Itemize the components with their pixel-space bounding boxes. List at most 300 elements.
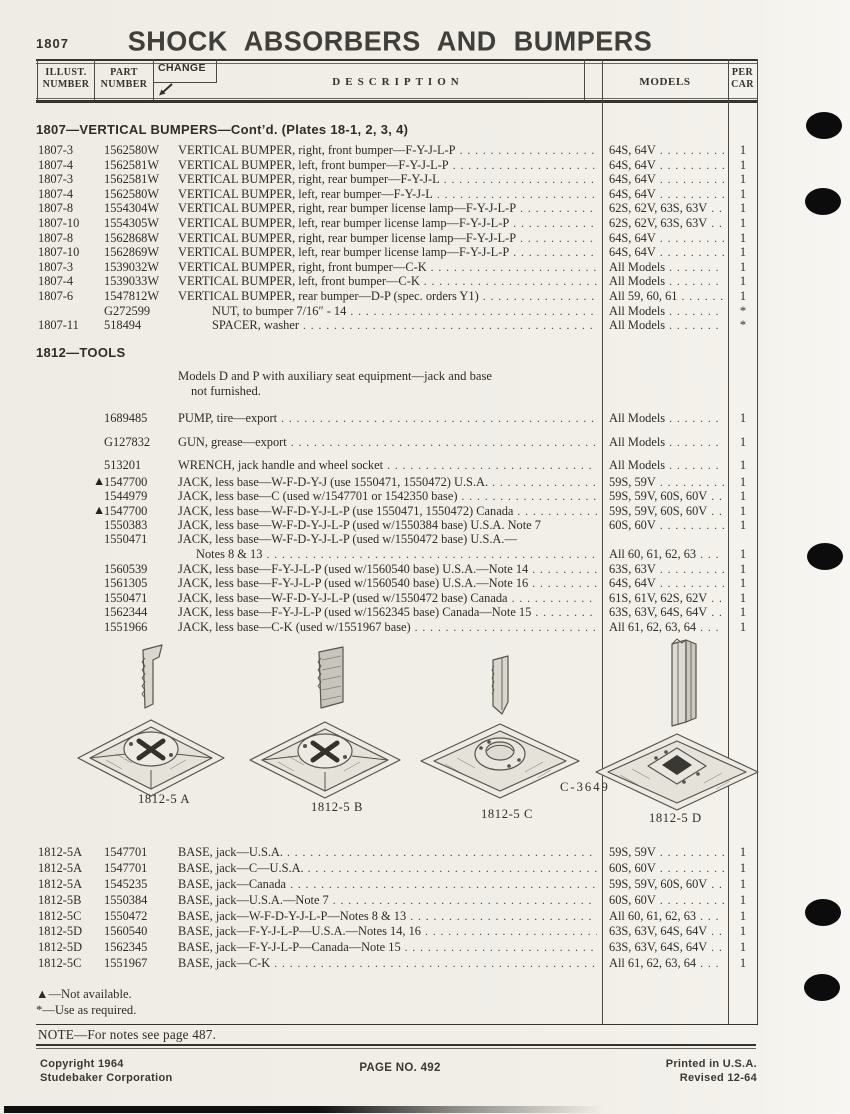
description-cell: VERTICAL BUMPER, right, rear bumper—F-Y-J-L . . .: [178, 172, 602, 187]
footer-page-number: PAGE NO. 492: [359, 1062, 441, 1074]
per-car-cell: 1: [739, 186, 747, 201]
illust-number-cell: 1807-8: [38, 230, 74, 245]
table-row: [36, 231, 758, 246]
punch-hole: [807, 543, 843, 570]
illust-number-cell: 1812-5A: [38, 860, 83, 875]
illust-number-cell: 1807-4: [38, 186, 74, 201]
per-car-cell: 1: [739, 172, 747, 187]
part-number-cell: 1551966: [104, 619, 148, 634]
models-cell: All 60, 61, 62, 63 . . .: [602, 547, 728, 562]
part-number-cell: 1547812W: [104, 288, 160, 303]
part-number-cell: 1554304W: [104, 201, 160, 216]
divider: [36, 1048, 756, 1049]
divider: [36, 1024, 758, 1025]
per-car-cell: 1: [739, 434, 747, 449]
column-header-change: CHANGE: [154, 59, 217, 83]
text-line: Revised 12-64: [679, 1071, 757, 1084]
description-cell: JACK, less base—W-F-D-Y-J-L-P (used w/1550472 base) Canada . . .: [178, 591, 602, 606]
tools-availability-note: [178, 369, 598, 399]
parts-rows-jacks: [36, 474, 758, 635]
section-heading-1812-tools: 1812—TOOLS: [36, 345, 126, 360]
dot-leader: [711, 591, 724, 606]
dot-leader: [669, 260, 724, 275]
per-car-cell: 1: [739, 845, 747, 859]
description-cell: VERTICAL BUMPER, left, front bumper—F-Y-J-L-P . . .: [178, 158, 602, 173]
dot-leader: [669, 458, 724, 473]
table-row: [36, 304, 758, 319]
table-row: [36, 532, 758, 547]
part-number-cell: 1550472: [104, 908, 148, 923]
models-cell: 60S, 60V . . .: [602, 861, 728, 876]
models-cell: 64S, 64V . . .: [602, 245, 728, 260]
dot-leader: [333, 893, 597, 908]
table-row: [36, 318, 758, 333]
description-cell: JACK, less base—F-Y-J-L-P (used w/1560540 base) U.S.A.—Note 16 . . .: [178, 576, 602, 591]
punch-hole: [805, 899, 841, 926]
dot-leader: [287, 845, 597, 860]
models-cell: 64S, 64V . . .: [602, 143, 728, 158]
models-cell: All 61, 62, 63, 64 . . .: [602, 620, 728, 635]
models-cell: 59S, 59V . . .: [602, 845, 728, 860]
dot-leader: [660, 143, 724, 158]
per-car-cell: 1: [739, 245, 747, 260]
models-cell: All Models . . .: [602, 260, 728, 275]
dot-leader: [274, 956, 597, 971]
per-car-cell: 1: [739, 488, 747, 503]
dot-leader: [711, 605, 724, 620]
text-line: ILLUST.: [45, 67, 87, 78]
description-cell: NUT, to bumper 7/16″ - 14 . . .: [178, 304, 602, 319]
description-cell: PUMP, tire—export . . .: [178, 411, 602, 426]
dot-leader: [415, 620, 597, 635]
part-number-cell: 1562344: [104, 605, 148, 620]
part-number-cell: 1560540: [104, 924, 148, 939]
description-cell: JACK, less base—F-Y-J-L-P (used w/1560540 base) U.S.A.—Note 14 . . .: [178, 562, 602, 577]
part-number-cell: 1551967: [104, 956, 148, 971]
illust-number-cell: 1812-5D: [38, 940, 83, 955]
table-row: [36, 576, 758, 591]
dot-leader: [425, 924, 597, 939]
models-cell: All Models . . .: [602, 304, 728, 319]
jack-base-illustration-1812-5b: [240, 646, 410, 806]
description-cell: SPACER, washer . . .: [178, 318, 602, 333]
dot-leader: [660, 576, 724, 591]
dot-leader: [303, 318, 597, 333]
per-car-cell: 1: [739, 561, 747, 576]
dot-leader: [532, 576, 597, 591]
text-line: CAR: [731, 78, 754, 90]
table-row: [36, 260, 758, 275]
dot-leader: [711, 877, 724, 892]
description-cell: Notes 8 & 13 . . .: [178, 547, 602, 562]
part-number-cell: G127832: [104, 434, 151, 449]
description-cell: VERTICAL BUMPER, left, rear bumper—F-Y-J-L . . .: [178, 187, 602, 202]
column-header-models: MODELS: [639, 76, 691, 88]
part-number-cell: 1562345: [104, 940, 148, 955]
jack-base-illustration-1812-5a: [66, 642, 236, 802]
illust-number-cell: 1807-3: [38, 172, 74, 187]
text-line: Models D and P with auxiliary seat equipment—jack and base: [178, 369, 492, 383]
models-cell: All Models . . .: [602, 274, 728, 289]
per-car-cell: 1: [739, 157, 747, 172]
part-number-cell: 1562580W: [104, 186, 160, 201]
divider: [36, 98, 758, 99]
per-car-cell: 1: [739, 215, 747, 230]
illust-number-cell: 1807-8: [38, 201, 74, 216]
description-cell: JACK, less base—W-F-D-Y-J-L-P (used w/1550384 base) U.S.A. Note 7: [178, 517, 541, 532]
part-number-cell: 1545235: [104, 876, 148, 891]
description-cell: VERTICAL BUMPER, left, front bumper—C-K . . .: [178, 274, 602, 289]
dot-leader: [532, 562, 597, 577]
dot-leader: [700, 547, 724, 562]
table-row: [36, 845, 758, 861]
part-number-cell: 1544979: [104, 488, 148, 503]
dot-leader: [669, 318, 724, 333]
models-cell: 63S, 63V . . .: [602, 562, 728, 577]
scan-edge-artifact: [4, 1106, 604, 1113]
punch-hole: [806, 112, 842, 139]
per-car-cell: 1: [739, 201, 747, 216]
part-number-cell: 1550471: [104, 532, 148, 547]
table-row: [36, 474, 758, 489]
dot-leader: [410, 909, 597, 924]
models-cell: 63S, 63V, 64S, 64V . . .: [602, 605, 728, 620]
dot-leader: [387, 458, 597, 473]
table-row: [36, 289, 758, 304]
table-row: [36, 489, 758, 504]
per-car-cell: 1: [739, 230, 747, 245]
illust-number-cell: 1812-5C: [38, 956, 82, 971]
description-cell: VERTICAL BUMPER, right, rear bumper license lamp—F-Y-J-L-P . . .: [178, 231, 602, 246]
per-car-cell: 1: [739, 475, 747, 489]
table-row: [36, 274, 758, 289]
per-car-cell: 1: [739, 940, 747, 955]
models-cell: 64S, 64V . . .: [602, 158, 728, 173]
models-cell: 63S, 63V, 64S, 64V . . .: [602, 924, 728, 939]
dot-leader: [711, 924, 724, 939]
per-car-cell: 1: [739, 908, 747, 923]
table-row: [36, 924, 758, 940]
dot-leader: [660, 172, 724, 187]
column-header-part-number: [96, 67, 152, 90]
text-line: Printed in U.S.A.: [665, 1058, 757, 1070]
dot-leader: [512, 591, 597, 606]
description-cell: JACK, less base—F-Y-J-L-P (used w/1562345 base) Canada—Note 15 . . .: [178, 605, 602, 620]
table-row: [36, 562, 758, 577]
table-row: [36, 909, 758, 925]
table-row: [36, 956, 758, 972]
part-number-cell: 1562581W: [104, 157, 160, 172]
description-cell: VERTICAL BUMPER, left, rear bumper license lamp—F-Y-J-L-P . . .: [178, 245, 602, 260]
parts-rows-vertical-bumpers: [36, 143, 758, 333]
models-cell: All Models . . .: [602, 411, 728, 426]
figure-caption: 1812-5 D: [649, 811, 702, 825]
divider: [94, 59, 95, 101]
description-cell: BASE, jack—C-K . . .: [178, 956, 602, 971]
dot-leader: [711, 489, 724, 504]
divider: [36, 100, 758, 102]
illust-number-cell: 1807-3: [38, 143, 74, 157]
per-car-cell: 1: [739, 576, 747, 591]
per-car-cell: 1: [739, 590, 747, 605]
table-row: [36, 940, 758, 956]
dot-leader: [660, 861, 724, 876]
dot-leader: [350, 304, 597, 319]
dot-leader: [520, 201, 597, 216]
text-line: not furnished.: [191, 384, 261, 398]
description-cell: BASE, jack—U.S.A.—Note 7 . . .: [178, 893, 602, 908]
dot-leader: [290, 877, 597, 892]
models-cell: 64S, 64V . . .: [602, 231, 728, 246]
models-cell: 60S, 60V . . .: [602, 893, 728, 908]
per-car-cell: 1: [739, 517, 747, 532]
dot-leader: [669, 411, 724, 426]
table-row: [36, 158, 758, 173]
models-cell: 64S, 64V . . .: [602, 187, 728, 202]
dot-leader: [431, 260, 597, 275]
models-cell: 64S, 64V . . .: [602, 172, 728, 187]
footnote-use-as-required: *—Use as required.: [36, 1003, 137, 1017]
part-number-cell: 1547701: [104, 860, 148, 875]
illust-number-cell: 1812-5A: [38, 876, 83, 891]
illust-number-cell: 1807-4: [38, 274, 74, 289]
dot-leader: [444, 172, 597, 187]
models-cell: 60S, 60V . . .: [602, 518, 728, 533]
part-number-cell: 1547701: [104, 845, 148, 859]
figure-caption: 1812-5 C: [481, 807, 534, 821]
page-title: SHOCK ABSORBERS AND BUMPERS: [127, 25, 653, 57]
text-line: PART: [110, 67, 138, 78]
dot-leader: [660, 187, 724, 202]
models-cell: 62S, 62V, 63S, 63V . . .: [602, 216, 728, 231]
part-number-cell: 518494: [104, 318, 142, 333]
models-cell: All 60, 61, 62, 63 . . .: [602, 909, 728, 924]
per-car-cell: 1: [739, 956, 747, 971]
dot-leader: [405, 940, 597, 955]
part-number-cell: 1689485: [104, 411, 148, 426]
per-car-cell: 1: [739, 876, 747, 891]
dot-leader: [660, 245, 724, 260]
part-number-cell: ▲1547700: [93, 503, 148, 519]
dot-leader: [460, 143, 597, 158]
description-cell: BASE, jack—F-Y-J-L-P—U.S.A.—Notes 14, 16 . . .: [178, 924, 602, 939]
illust-number-cell: 1807-3: [38, 259, 74, 274]
divider: [36, 63, 758, 64]
part-number-cell: 1539033W: [104, 274, 160, 289]
per-car-cell: *: [739, 303, 747, 318]
dot-leader: [660, 562, 724, 577]
per-car-cell: 1: [739, 546, 747, 561]
dot-leader: [660, 158, 724, 173]
per-car-cell: 1: [739, 259, 747, 274]
models-cell: All 59, 60, 61 . . .: [602, 289, 728, 304]
dot-leader: [711, 940, 724, 955]
dot-leader: [700, 909, 724, 924]
figure-caption: 1812-5 A: [138, 792, 191, 806]
footer-copyright: [40, 1058, 173, 1085]
dot-leader: [711, 216, 724, 231]
models-cell: 59S, 59V, 60S, 60V . . .: [602, 489, 728, 504]
per-car-cell: 1: [739, 411, 747, 426]
illust-number-cell: 1812-5D: [38, 924, 83, 939]
description-cell: VERTICAL BUMPER, right, front bumper—C-K . . .: [178, 260, 602, 275]
text-line: NUMBER: [42, 78, 90, 90]
part-number-cell: 513201: [104, 457, 142, 472]
text-line: PER: [731, 67, 754, 78]
part-number-cell: 1550471: [104, 590, 148, 605]
table-row: [36, 187, 758, 202]
description-cell: JACK, less base—W-F-D-Y-J (use 1550471, 1550472) U.S.A. . . .: [178, 475, 602, 490]
per-car-cell: 1: [739, 504, 747, 519]
dot-leader: [669, 304, 724, 319]
dot-leader: [535, 605, 597, 620]
column-header-per-car: [728, 67, 757, 90]
illust-number-cell: 1812-5C: [38, 908, 82, 923]
illust-number-cell: 1812-5B: [38, 892, 82, 907]
models-cell: 59S, 59V, 60S, 60V . . .: [602, 504, 728, 519]
part-number-cell: 1562580W: [104, 143, 160, 157]
dot-leader: [669, 274, 724, 289]
table-row: [36, 245, 758, 260]
column-header-description: DESCRIPTION: [332, 76, 464, 88]
models-cell: 59S, 59V . . .: [602, 475, 728, 490]
table-row: [36, 403, 758, 426]
per-car-cell: 1: [739, 274, 747, 289]
part-number-cell: 1539032W: [104, 259, 160, 274]
table-row: [36, 591, 758, 606]
table-row: [36, 877, 758, 893]
models-cell: 61S, 61V, 62S, 62V . . .: [602, 591, 728, 606]
part-number-cell: 1554305W: [104, 215, 160, 230]
models-cell: 62S, 62V, 63S, 63V . . .: [602, 201, 728, 216]
section-heading-1807-vertical-bumpers: 1807—VERTICAL BUMPERS—Cont’d. (Plates 18-1, 2, 3, 4): [36, 122, 409, 137]
description-cell: BASE, jack—W-F-D-Y-J-L-P—Notes 8 & 13 . . .: [178, 909, 602, 924]
illust-number-cell: 1812-5A: [38, 845, 83, 859]
not-available-marker-icon: ▲: [93, 503, 106, 518]
dot-leader: [711, 201, 724, 216]
description-cell: BASE, jack—U.S.A. . . .: [178, 845, 602, 860]
description-cell: VERTICAL BUMPER, rear bumper—D-P (spec. orders Y1) . . .: [178, 289, 602, 304]
table-row: [36, 143, 758, 158]
table-row: [36, 216, 758, 231]
table-row: [36, 547, 758, 562]
table-row: [36, 172, 758, 187]
description-cell: JACK, less base—C-K (used w/1551967 base) . . .: [178, 620, 602, 635]
description-cell: JACK, less base—W-F-D-Y-J-L-P (used w/1550472 base) U.S.A.—: [178, 532, 517, 547]
per-car-cell: *: [739, 318, 747, 333]
part-number-cell: 1562868W: [104, 230, 160, 245]
part-number-cell: 1560539: [104, 561, 148, 576]
part-number-cell: 1550384: [104, 892, 148, 907]
table-row: [36, 426, 758, 449]
dot-leader: [453, 158, 597, 173]
text-line: NUMBER: [100, 78, 148, 90]
models-cell: 63S, 63V, 64S, 64V . . .: [602, 940, 728, 955]
table-row: [36, 518, 758, 533]
models-cell: 59S, 59V, 60S, 60V . . .: [602, 877, 728, 892]
per-car-cell: 1: [739, 924, 747, 939]
per-car-cell: 1: [739, 288, 747, 303]
text-line: Studebaker Corporation: [40, 1071, 173, 1084]
punch-hole: [805, 188, 841, 215]
description-cell: BASE, jack—C—U.S.A. . . .: [178, 861, 602, 876]
table-row: [36, 620, 758, 635]
description-cell: VERTICAL BUMPER, right, rear bumper license lamp—F-Y-J-L-P . . .: [178, 201, 602, 216]
per-car-cell: 1: [739, 860, 747, 875]
part-number-cell: G272599: [104, 303, 151, 318]
models-cell: 64S, 64V . . .: [602, 576, 728, 591]
per-car-cell: 1: [739, 605, 747, 620]
drawing-number: C-3649: [560, 780, 610, 794]
description-cell: GUN, grease—export . . .: [178, 435, 602, 450]
dot-leader: [669, 435, 724, 450]
per-car-cell: 1: [739, 457, 747, 472]
dot-leader: [660, 518, 724, 533]
description-cell: VERTICAL BUMPER, left, rear bumper license lamp—F-Y-J-L-P . . .: [178, 216, 602, 231]
description-cell: BASE, jack—F-Y-J-L-P—Canada—Note 15 . . .: [178, 940, 602, 955]
divider: [584, 59, 585, 101]
footnote-not-available: ▲—Not available.: [36, 987, 132, 1001]
divider: [36, 59, 758, 61]
dot-leader: [513, 245, 597, 260]
description-cell: BASE, jack—Canada . . .: [178, 877, 602, 892]
illust-number-cell: 1807-6: [38, 288, 74, 303]
dot-leader: [513, 216, 597, 231]
figure-caption: 1812-5 B: [311, 800, 364, 814]
description-cell: JACK, less base—C (used w/1547701 or 1542350 base) . . .: [178, 489, 602, 504]
per-car-cell: 1: [739, 143, 747, 157]
table-row: [36, 605, 758, 620]
dot-leader: [660, 893, 724, 908]
illust-number-cell: 1807-11: [38, 318, 79, 333]
table-row: [36, 503, 758, 518]
dot-leader: [281, 411, 597, 426]
part-number-cell: 1562581W: [104, 172, 160, 187]
per-car-cell: 1: [739, 619, 747, 634]
dot-leader: [660, 845, 724, 860]
dot-leader: [291, 435, 597, 450]
change-mark-pen-arrow-icon: [157, 82, 174, 97]
illust-number-cell: 1807-10: [38, 245, 80, 260]
dot-leader: [682, 289, 725, 304]
dot-leader: [424, 274, 597, 289]
text-line: Copyright 1964: [40, 1058, 124, 1070]
models-cell: All Models . . .: [602, 435, 728, 450]
dot-leader: [520, 231, 597, 246]
dot-leader: [437, 187, 597, 202]
page-note-line: NOTE—For notes see page 487.: [38, 1027, 217, 1042]
part-number-cell: 1561305: [104, 576, 148, 591]
dot-leader: [266, 547, 597, 562]
parts-rows-bases: [36, 845, 758, 972]
table-row: [36, 449, 758, 472]
illust-number-cell: 1807-10: [38, 215, 80, 230]
footer-printed: [600, 1058, 757, 1085]
per-car-cell: 1: [739, 892, 747, 907]
illust-number-cell: 1807-4: [38, 157, 74, 172]
models-cell: All 61, 62, 63, 64 . . .: [602, 956, 728, 971]
models-cell: All Models . . .: [602, 318, 728, 333]
divider: [36, 1044, 756, 1046]
part-number-cell: 1562869W: [104, 245, 160, 260]
dot-leader: [700, 956, 724, 971]
punch-hole: [804, 974, 840, 1001]
table-row: [36, 201, 758, 216]
column-header-illust-number: [38, 67, 94, 90]
part-number-cell: ▲1547700: [93, 474, 148, 489]
part-number-cell: 1550383: [104, 517, 148, 532]
description-cell: WRENCH, jack handle and wheel socket . . .: [178, 458, 602, 473]
